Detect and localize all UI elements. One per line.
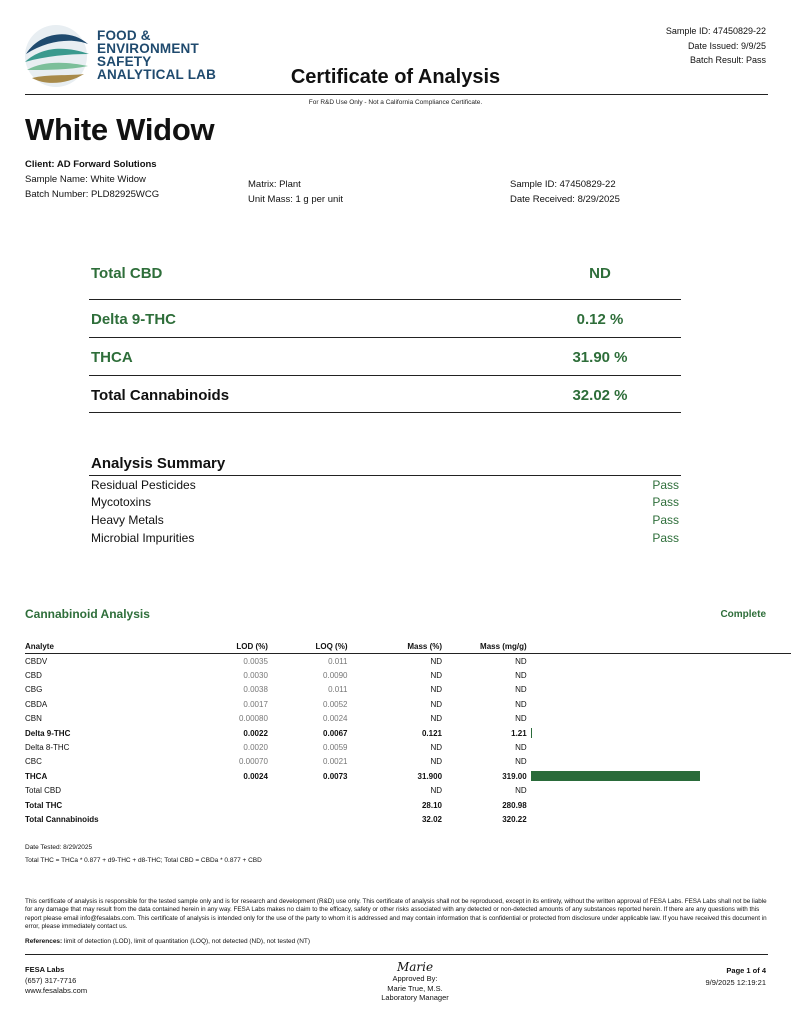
client-name: Client: AD Forward Solutions — [25, 159, 157, 170]
cell-mass-pct: 32.02 — [421, 814, 443, 824]
cell-loq: 0.011 — [328, 685, 348, 695]
kpi-label: THCA — [91, 349, 133, 366]
cell-analyte: CBDA — [25, 699, 48, 709]
footer-right — [706, 965, 766, 989]
kpi-value: 32.02 % — [572, 387, 628, 404]
cell-bar — [527, 812, 791, 826]
cell-mass-mg: ND — [515, 656, 527, 666]
page-subtitle: For R&D Use Only - Not a California Compliance Certificate. — [308, 99, 483, 106]
cell-analyte: CBG — [25, 685, 43, 695]
cell-mass-pct: ND — [430, 743, 443, 753]
cell-mass-pct: ND — [430, 699, 443, 709]
summary-result: Pass — [652, 478, 679, 492]
cell-mass-pct: ND — [430, 714, 443, 724]
page-number: Page 1 of 4 — [726, 966, 766, 975]
cell-mass-pct: 31.900 — [417, 771, 443, 781]
summary-test: Residual Pesticides — [91, 478, 196, 492]
cell-lod: 0.0020 — [243, 743, 268, 753]
approver-name: Marie True, M.S. — [387, 983, 443, 993]
cell-analyte: Delta 9-THC — [25, 728, 71, 738]
cell-bar — [527, 784, 791, 798]
cell-lod: 0.0022 — [243, 728, 268, 738]
footer-website: www.fesalabs.com — [25, 986, 88, 995]
kpi-row — [89, 300, 681, 338]
cell-analyte: CBC — [25, 757, 42, 767]
matrix-info — [248, 177, 343, 207]
table-body — [25, 654, 791, 827]
cell-loq: 0.011 — [328, 656, 348, 666]
cell-mass-mg: 280.98 — [502, 800, 527, 810]
cell-bar — [527, 726, 791, 740]
cell-analyte: Delta 8-THC — [25, 743, 70, 753]
footer-phone: (657) 317-7716 — [25, 975, 77, 985]
mass-bar — [531, 728, 532, 738]
cell-lod: 0.0030 — [243, 671, 268, 681]
table-row — [25, 712, 791, 726]
table-row — [25, 755, 791, 769]
table-row — [25, 668, 791, 682]
cell-loq: 0.0090 — [323, 671, 348, 681]
col-bar — [527, 640, 791, 654]
lab-name-line: FOOD & — [97, 28, 151, 43]
cell-mass-pct: 0.121 — [421, 728, 443, 738]
cell-mass-pct: ND — [430, 671, 443, 681]
cell-loq: 0.0067 — [323, 728, 348, 738]
cannabinoid-title: Cannabinoid Analysis — [25, 607, 150, 621]
cannabinoid-table — [25, 640, 791, 827]
cell-bar — [527, 798, 791, 812]
kpi-row — [89, 376, 681, 413]
table-row — [25, 726, 791, 740]
signature: Marie — [396, 960, 434, 974]
cell-lod: 0.00080 — [238, 714, 268, 724]
date-tested: Date Tested: 8/29/2025 — [25, 844, 93, 851]
kpi-row — [89, 262, 681, 300]
cell-mass-mg: ND — [515, 743, 527, 753]
summary-row — [89, 476, 681, 494]
cell-mass-mg: 320.22 — [502, 814, 527, 824]
cell-mass-pct: 28.10 — [421, 800, 443, 810]
cannabinoid-status: Complete — [720, 609, 766, 620]
summary-result: Pass — [652, 495, 679, 509]
batch-number: Batch Number: PLD82925WCG — [25, 189, 160, 200]
cell-bar — [527, 740, 791, 754]
cell-lod: 0.0024 — [243, 771, 268, 781]
summary-row — [89, 530, 681, 548]
cell-mass-mg: ND — [515, 786, 527, 796]
cell-mass-mg: ND — [515, 699, 527, 709]
col-analyte: Analyte — [25, 642, 54, 651]
cell-analyte: CBD — [25, 671, 42, 681]
cell-loq — [268, 812, 348, 826]
footer-lab: FESA Labs — [25, 965, 65, 974]
disclaimer: This certificate of analysis is responsible for the tested sample only and is for research and development (R&D) use only. This certificate of analysis shall not be reproduced, except in its entirety, without the written approval of FESA Labs. FESA Labs shall not be liable for any damage that may result from the data contained herein in any way. FESA Labs makes no claim to the efficacy, safety or other risks associated with any detected or non-detected amounts of any substances reported herein. If there are any questions with this report please email info@fesalabs.com. This certificate of analysis is intended only for the use of the party to whom it is addressed and may contain information that is confidential or protected from disclosure under applicable law. If you have received this document in error, please immediately contact us. — [25, 898, 767, 930]
cell-bar — [527, 683, 791, 697]
col-mass-pct: Mass (%) — [407, 642, 443, 651]
cell-analyte: CBN — [25, 714, 42, 724]
cell-bar — [527, 712, 791, 726]
table-row — [25, 784, 791, 798]
cell-lod: 0.0038 — [243, 685, 268, 695]
kpi-label: Total CBD — [91, 265, 163, 282]
footer-center — [345, 960, 485, 1003]
cell-mass-mg: ND — [515, 685, 527, 695]
footer-divider — [25, 954, 768, 955]
cell-mass-mg: 319.00 — [502, 771, 527, 781]
cell-lod: 0.00070 — [238, 757, 268, 767]
kpi-label: Total Cannabinoids — [91, 387, 230, 404]
table-row — [25, 654, 791, 669]
cell-mass-pct: ND — [430, 786, 443, 796]
cell-loq: 0.0059 — [323, 743, 348, 753]
cell-analyte: Total CBD — [25, 786, 62, 796]
cell-lod — [184, 798, 268, 812]
summary-row — [89, 494, 681, 512]
print-timestamp: 9/9/2025 12:19:21 — [705, 978, 766, 987]
cell-mass-pct: ND — [430, 656, 443, 666]
col-loq: LOQ (%) — [315, 642, 348, 651]
summary-row — [89, 512, 681, 530]
kpi-value: ND — [589, 265, 611, 282]
cell-lod — [184, 784, 268, 798]
kpi-label: Delta 9-THC — [91, 311, 177, 328]
approved-by: Approved By: — [392, 974, 438, 983]
header-batch-result: Batch Result: Pass — [689, 55, 766, 65]
cell-loq: 0.0052 — [323, 699, 348, 709]
summary-result: Pass — [652, 513, 679, 527]
table-row — [25, 697, 791, 711]
cell-analyte: CBDV — [25, 656, 48, 666]
header-meta — [666, 24, 766, 68]
cell-bar — [527, 755, 791, 769]
cell-mass-mg: ND — [515, 714, 527, 724]
cell-mass-mg: ND — [515, 757, 527, 767]
col-lod: LOD (%) — [236, 642, 268, 651]
table-header-row — [25, 640, 791, 654]
lab-name-line: ANALYTICAL LAB — [97, 67, 217, 82]
lab-name-line: SAFETY — [97, 54, 152, 69]
cell-bar — [527, 769, 791, 783]
client-info — [25, 157, 159, 202]
approver-title: Laboratory Manager — [381, 993, 449, 1002]
cell-loq: 0.0024 — [323, 714, 348, 724]
header-divider — [25, 94, 768, 95]
cell-bar — [527, 668, 791, 682]
table-row — [25, 740, 791, 754]
cell-bar — [527, 654, 791, 669]
summary-title: Analysis Summary — [89, 455, 681, 476]
unit-mass: Unit Mass: 1 g per unit — [248, 194, 344, 205]
cell-analyte: Total Cannabinoids — [25, 814, 99, 824]
col-mass-mg: Mass (mg/g) — [480, 642, 527, 651]
summary-result: Pass — [652, 531, 679, 545]
footer-left — [25, 965, 87, 997]
table-row — [25, 683, 791, 697]
references — [25, 937, 310, 946]
lab-name-line: ENVIRONMENT — [97, 41, 199, 56]
cell-mass-mg: ND — [515, 671, 527, 681]
references-label: References: — [25, 938, 63, 945]
sample-name: Sample Name: White Widow — [25, 174, 146, 185]
analysis-summary — [89, 455, 681, 548]
cell-bar — [527, 697, 791, 711]
table-row — [25, 812, 791, 826]
header-date-issued: Date Issued: 9/9/25 — [687, 40, 766, 51]
page-title: Certificate of Analysis — [290, 66, 501, 88]
kpi-row — [89, 338, 681, 376]
kpi-block — [89, 262, 681, 413]
cell-loq: 0.0021 — [323, 757, 348, 767]
table-row — [25, 798, 791, 812]
header-sample-id: Sample ID: 47450829-22 — [665, 26, 766, 36]
cell-mass-pct: ND — [430, 757, 443, 767]
cell-lod — [184, 812, 268, 826]
cell-mass-mg: 1.21 — [511, 728, 527, 738]
mass-bar — [531, 771, 700, 781]
cell-loq — [268, 798, 348, 812]
cell-loq: 0.0073 — [323, 771, 348, 781]
matrix: Matrix: Plant — [248, 179, 301, 190]
date-received: Date Received: 8/29/2025 — [510, 194, 620, 205]
sample-info — [510, 177, 620, 207]
summary-test: Mycotoxins — [91, 495, 152, 509]
total-formula: Total THC = THCa * 0.877 + d9-THC + d8-THC; Total CBD = CBDa * 0.877 + CBD — [25, 857, 262, 864]
kpi-value: 31.90 % — [572, 349, 628, 366]
summary-test: Heavy Metals — [91, 513, 164, 527]
cell-lod: 0.0017 — [243, 699, 268, 709]
cell-analyte: Total THC — [25, 800, 63, 810]
summary-test: Microbial Impurities — [91, 531, 195, 545]
cell-lod: 0.0035 — [243, 656, 268, 666]
cell-loq — [268, 784, 348, 798]
sample-id: Sample ID: 47450829-22 — [510, 179, 616, 190]
kpi-value: 0.12 % — [576, 311, 624, 328]
table-row — [25, 769, 791, 783]
references-text: limit of detection (LOD), limit of quantitation (LOQ), not detected (ND), not tested (NT) — [64, 938, 311, 945]
cell-mass-pct: ND — [430, 685, 443, 695]
cell-analyte: THCA — [25, 771, 48, 781]
product-name: White Widow — [25, 112, 215, 147]
